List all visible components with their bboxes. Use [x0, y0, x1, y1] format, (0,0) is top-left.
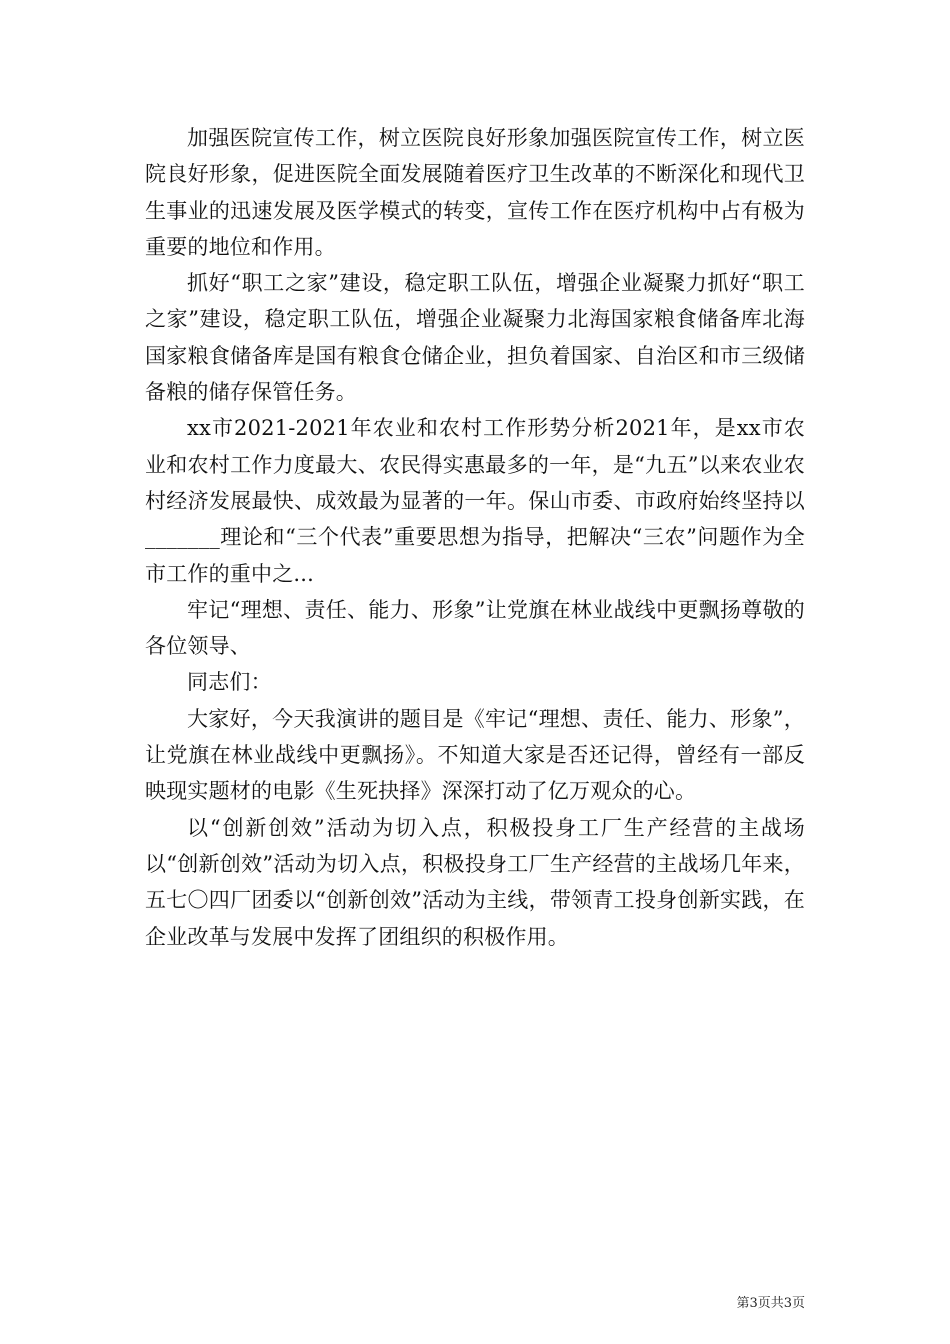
paragraph-hospital-publicity: 加强医院宣传工作，树立医院良好形象加强医院宣传工作，树立医院良好形象，促进医院全面发展随着医疗卫生改革的不断深化和现代卫生事业的迅速发展及医学模式的转变，宣传工作在医疗机构中占有极为重要的地位和作用。: [145, 126, 805, 259]
document-body: [145, 120, 805, 955]
page-number-footer: 第3页共3页: [736, 1296, 805, 1311]
paragraph-innovation: 以“创新创效”活动为切入点，积极投身工厂生产经营的主战场以“创新创效”活动为切入点，积极投身工厂生产经营的主战场几年来，五七〇四厂团委以“创新创效”活动为主线，带领青工投身创新实践，在企业改革与发展中发挥了团组织的积极作用。: [145, 815, 805, 949]
paragraph-agriculture-analysis: xx市2021-2021年农业和农村工作形势分析2021年，是xx市农业和农村工作力度最大、农民得实惠最多的一年，是“九五”以来农业农村经济发展最快、成效最为显著的一年。保山市委、市政府始终坚持以_______理论和“三个代表”重要思想为指导，把解决“三农”问题作为全市工作的重中之...: [145, 416, 805, 586]
paragraph-greeting: 同志们：: [187, 670, 272, 695]
paragraph-speech-intro: 大家好，今天我演讲的题目是《牢记“理想、责任、能力、形象”，让党旗在林业战线中更飘扬》。不知道大家是否还记得，曾经有一部反映现实题材的电影《生死抉择》深深打动了亿万观众的心。: [145, 706, 805, 804]
paragraph-workers-home: 抓好“职工之家”建设，稳定职工队伍，增强企业凝聚力抓好“职工之家”建设，稳定职工队伍，增强企业凝聚力北海国家粮食储备库北海国家粮食储备库是国有粮食仓储企业，担负着国家、自治区和市三级储备粮的储存保管任务。: [145, 271, 805, 405]
paragraph-speech-title: 牢记“理想、责任、能力、形象”让党旗在林业战线中更飘扬尊敬的各位领导、: [145, 597, 805, 659]
